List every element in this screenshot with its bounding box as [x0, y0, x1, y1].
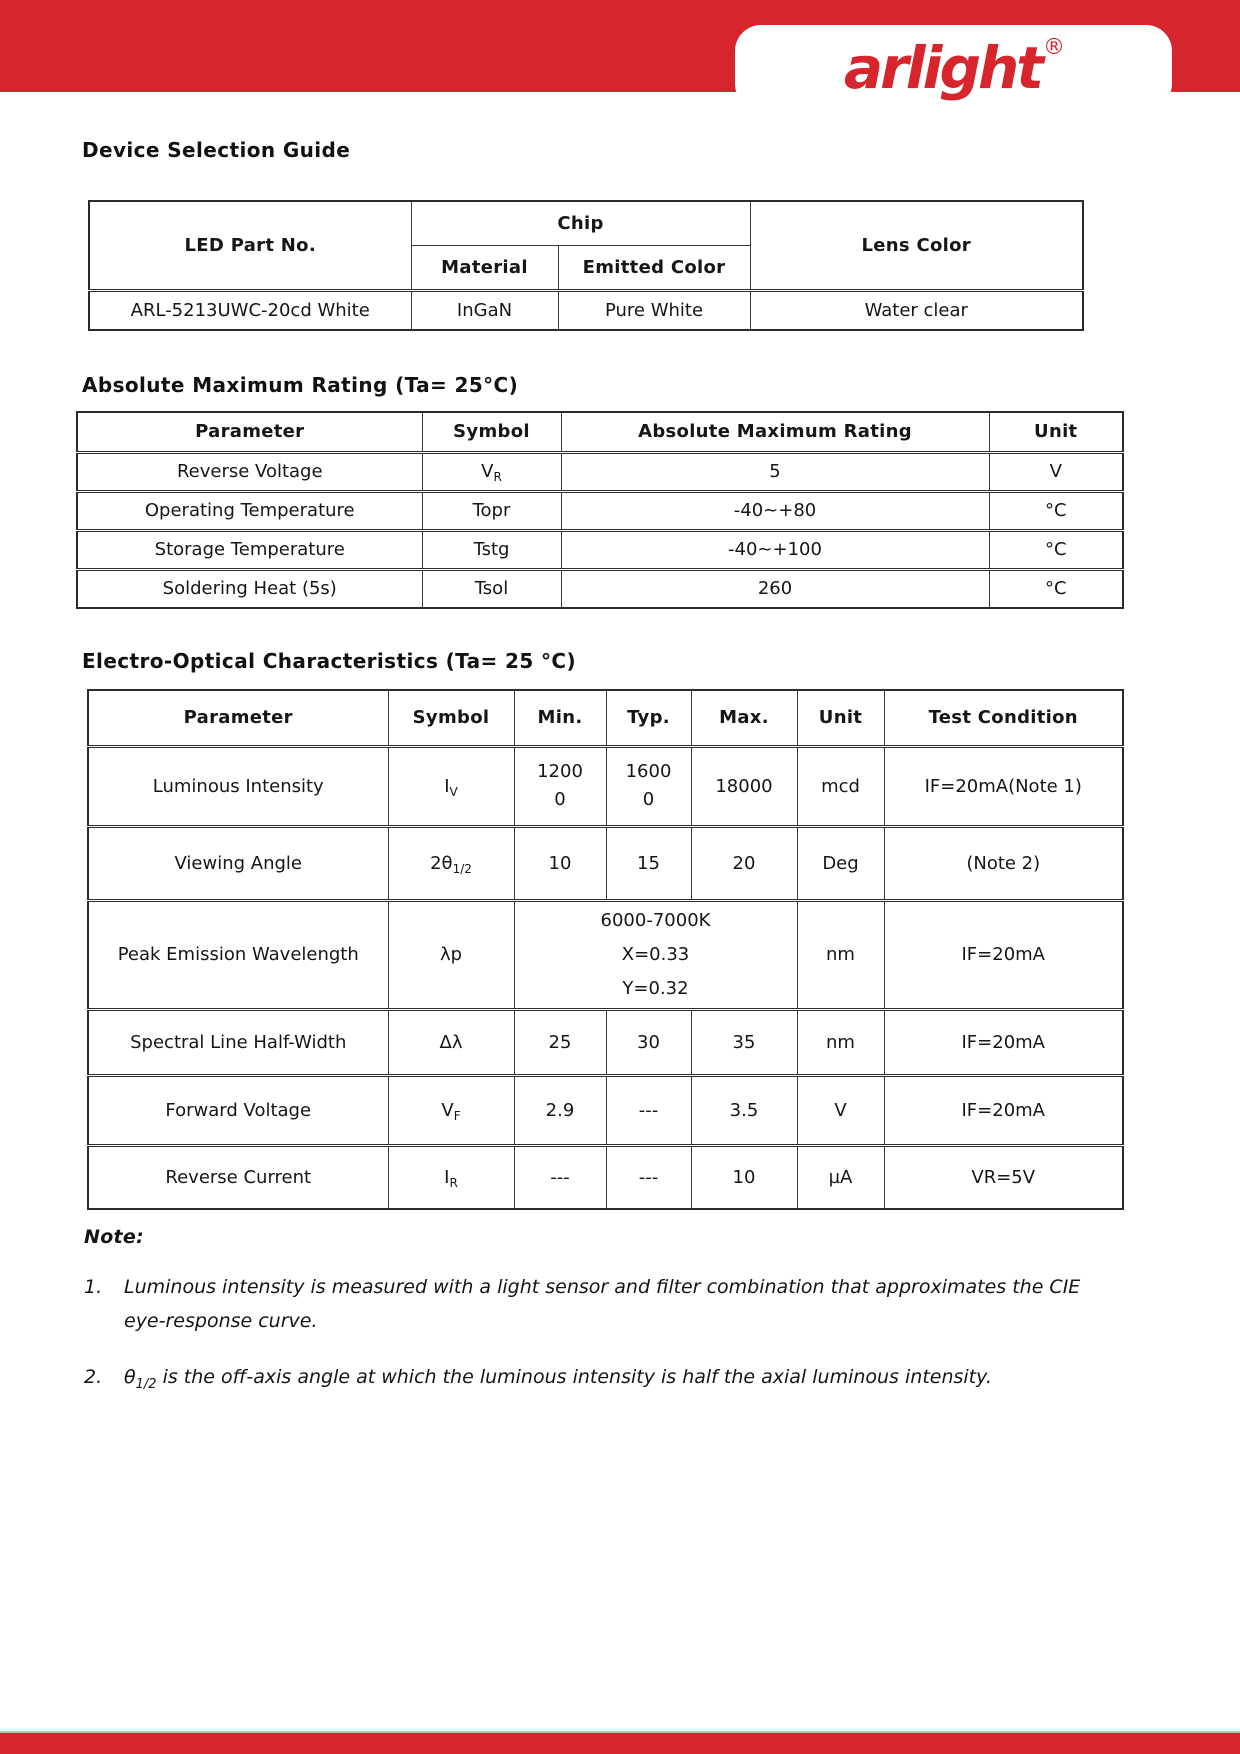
cell-symbol: Δλ — [388, 1009, 514, 1075]
cell-symbol: $V_F$ — [388, 1075, 514, 1145]
cell-max: 10 — [691, 1145, 797, 1209]
cell-min: 2.9 — [514, 1075, 606, 1145]
header-rating: Absolute Maximum Rating — [561, 412, 989, 452]
cell-unit: Deg — [797, 826, 884, 900]
cell-parameter: Viewing Angle — [88, 826, 388, 900]
cell-condition: IF=20mA — [884, 900, 1123, 1009]
cell-parameter: Storage Temperature — [77, 530, 422, 569]
cell-parameter: Forward Voltage — [88, 1075, 388, 1145]
cell-parameter: Reverse Voltage — [77, 452, 422, 491]
cell-parameter: Peak Emission Wavelength — [88, 900, 388, 1009]
section-title-absolute-maximum: Absolute Maximum Rating (Ta= 25°C) — [82, 373, 519, 397]
header-lens-color: Lens Color — [750, 201, 1083, 290]
note-number: 2. — [84, 1366, 103, 1388]
table-row — [77, 530, 1123, 569]
absolute-maximum-table — [76, 411, 1124, 609]
cell-min: 25 — [514, 1009, 606, 1075]
header-material: Material — [411, 245, 558, 290]
cell-material: InGaN — [411, 290, 558, 330]
note-number: 1. — [84, 1276, 103, 1298]
cell-symbol: Topr — [422, 491, 561, 530]
cell-unit: °C — [989, 569, 1123, 608]
cell-typ: --- — [606, 1075, 691, 1145]
header-symbol: Symbol — [422, 412, 561, 452]
cell-parameter: Reverse Current — [88, 1145, 388, 1209]
header-led-part-no: LED Part No. — [89, 201, 411, 290]
cell-part-no: ARL-5213UWC-20cd White — [89, 290, 411, 330]
cell-typ: 16000 — [606, 746, 691, 826]
cell-typ: 30 — [606, 1009, 691, 1075]
cell-unit: V — [797, 1075, 884, 1145]
device-selection-table — [88, 200, 1084, 331]
cell-unit: nm — [797, 1009, 884, 1075]
cell-symbol: $V_R$ — [422, 452, 561, 491]
cell-parameter: Soldering Heat (5s) — [77, 569, 422, 608]
table-row — [77, 452, 1123, 491]
cell-unit: °C — [989, 530, 1123, 569]
cell-max: 18000 — [691, 746, 797, 826]
arlight-logo-text: arlight — [843, 33, 1042, 102]
table-row — [77, 569, 1123, 608]
notes-label: Note: — [84, 1226, 145, 1248]
cell-rating: 260 — [561, 569, 989, 608]
header-unit: Unit — [797, 690, 884, 746]
cell-unit: V — [989, 452, 1123, 491]
footer-bar — [0, 1731, 1240, 1754]
cell-lens-color: Water clear — [750, 290, 1083, 330]
note-text: Luminous intensity is measured with a light sensor and filter combination that approximates the CIE eye-response curve. — [124, 1276, 1081, 1332]
table-row — [88, 1009, 1123, 1075]
cell-condition: IF=20mA — [884, 1075, 1123, 1145]
cell-rating: -40~+80 — [561, 491, 989, 530]
cell-unit: mcd — [797, 746, 884, 826]
section-title-device-selection: Device Selection Guide — [82, 138, 351, 162]
cell-max: 3.5 — [691, 1075, 797, 1145]
header-test-condition: Test Condition — [884, 690, 1123, 746]
cell-condition: IF=20mA(Note 1) — [884, 746, 1123, 826]
cell-typ: 15 — [606, 826, 691, 900]
cell-parameter: Operating Temperature — [77, 491, 422, 530]
header-max: Max. — [691, 690, 797, 746]
cell-parameter: Spectral Line Half-Width — [88, 1009, 388, 1075]
cell-max: 35 — [691, 1009, 797, 1075]
registered-trademark-icon: ® — [1043, 35, 1066, 60]
header-bar — [0, 0, 1240, 102]
cell-min: 10 — [514, 826, 606, 900]
note-text: $\theta_{1/2}$ is the off-axis angle at which the luminous intensity is half the axial luminous intensity. — [124, 1366, 992, 1392]
header-unit: Unit — [989, 412, 1123, 452]
header-parameter: Parameter — [88, 690, 388, 746]
brand-logo — [735, 25, 1172, 110]
table-row — [88, 1075, 1123, 1145]
note-item-2 — [84, 1360, 1200, 1397]
header-parameter: Parameter — [77, 412, 422, 452]
table-row — [89, 290, 1083, 330]
cell-symbol: $2\theta_{1/2}$ — [388, 826, 514, 900]
cell-min: --- — [514, 1145, 606, 1209]
cell-symbol: $I_R$ — [388, 1145, 514, 1209]
cell-unit: nm — [797, 900, 884, 1009]
table-row — [88, 1145, 1123, 1209]
cell-condition: (Note 2) — [884, 826, 1123, 900]
cell-parameter: Luminous Intensity — [88, 746, 388, 826]
cell-unit: µA — [797, 1145, 884, 1209]
notes-section — [84, 1226, 1200, 1397]
electro-optical-table — [87, 689, 1124, 1210]
cell-rating: 5 — [561, 452, 989, 491]
cell-symbol: λp — [388, 900, 514, 1009]
cell-condition: VR=5V — [884, 1145, 1123, 1209]
header-emitted-color: Emitted Color — [558, 245, 750, 290]
section-title-electro-optical: Electro-Optical Characteristics (Ta= 25 °C) — [82, 649, 577, 673]
cell-emitted-color: Pure White — [558, 290, 750, 330]
header-min: Min. — [514, 690, 606, 746]
cell-unit: °C — [989, 491, 1123, 530]
table-row — [88, 826, 1123, 900]
cell-symbol: Tstg — [422, 530, 561, 569]
header-symbol: Symbol — [388, 690, 514, 746]
table-row — [77, 491, 1123, 530]
note-item-1 — [84, 1270, 1200, 1338]
cell-max: 20 — [691, 826, 797, 900]
table-row — [88, 746, 1123, 826]
cell-rating: -40~+100 — [561, 530, 989, 569]
cell-symbol: Tsol — [422, 569, 561, 608]
cell-chromaticity: 6000-7000K X=0.33 Y=0.32 — [514, 900, 797, 1009]
cell-min: 12000 — [514, 746, 606, 826]
header-typ: Typ. — [606, 690, 691, 746]
cell-condition: IF=20mA — [884, 1009, 1123, 1075]
header-chip: Chip — [411, 201, 750, 245]
cell-typ: --- — [606, 1145, 691, 1209]
cell-symbol: $I_V$ — [388, 746, 514, 826]
page-content — [0, 138, 1240, 1397]
table-row — [88, 900, 1123, 1009]
